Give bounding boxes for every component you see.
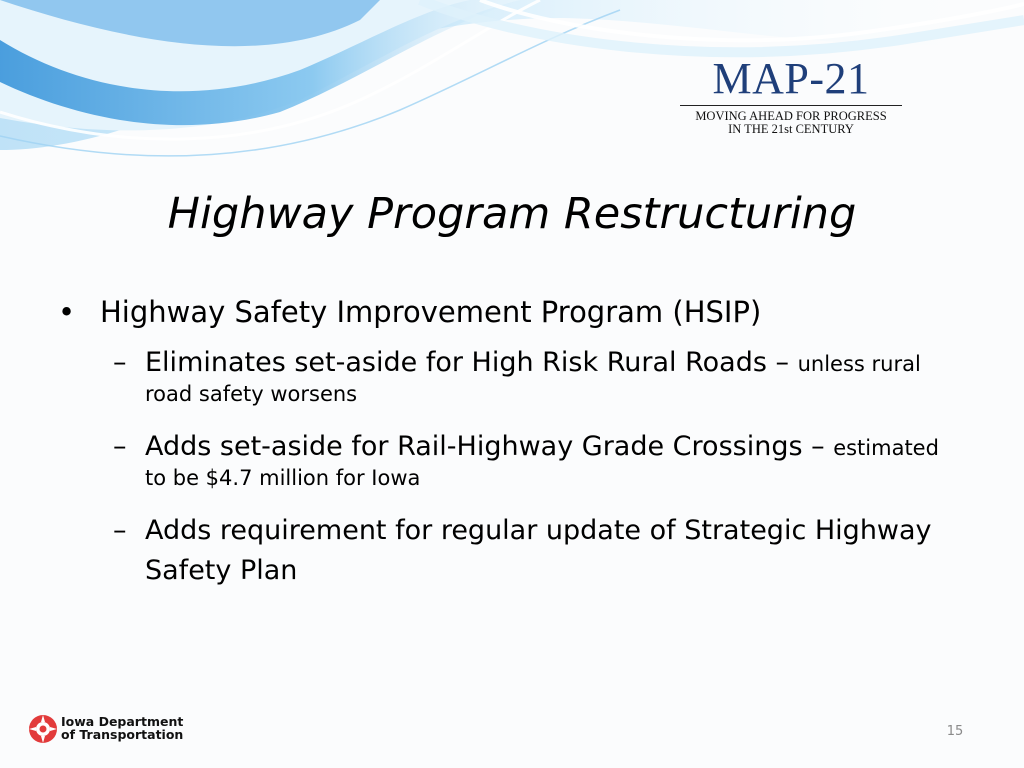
sub-bullet-main-text: Eliminates set-aside for High Risk Rural Roads – <box>145 347 798 378</box>
bullet-text: Highway Safety Improvement Program (HSIP) <box>100 295 762 329</box>
logo-tagline-line1: MOVING AHEAD FOR PROGRESS <box>695 109 887 123</box>
org-name-line1: Iowa Department <box>61 714 184 729</box>
org-name-line2: of Transportation <box>61 727 184 742</box>
iowa-dot-logo <box>28 714 208 744</box>
sub-bullet-continuation: Safety Plan <box>145 555 298 586</box>
sub-bullet-marker: – <box>113 515 127 546</box>
sub-bullet-continuation: to be $4.7 million for Iowa <box>145 466 421 490</box>
sub-bullet-main-text: Adds set-aside for Rail-Highway Grade Crossings – <box>145 431 834 462</box>
sub-bullet-marker: – <box>113 431 127 462</box>
sub-bullet-main-text: Adds requirement for regular update of Strategic Highway <box>145 515 932 546</box>
logo-tagline-line2: IN THE 21st CENTURY <box>728 122 854 136</box>
sub-bullet-continuation: road safety worsens <box>145 382 358 406</box>
slide-title: Highway Program Restructuring <box>167 189 857 239</box>
logo-divider <box>680 105 902 106</box>
sub-bullet-item <box>113 343 963 408</box>
logo-name: MAP-21 <box>712 54 870 103</box>
sub-bullet-item <box>113 427 963 492</box>
map21-logo <box>680 56 902 136</box>
bullet-marker: • <box>58 295 76 329</box>
iowa-dot-emblem-icon <box>28 714 58 744</box>
sub-bullet-marker: – <box>113 347 127 378</box>
sub-bullet-item <box>113 511 963 591</box>
sub-bullet-note: estimated <box>833 436 939 460</box>
sub-bullet-note: unless rural <box>797 352 921 376</box>
page-number: 15 <box>946 724 964 739</box>
